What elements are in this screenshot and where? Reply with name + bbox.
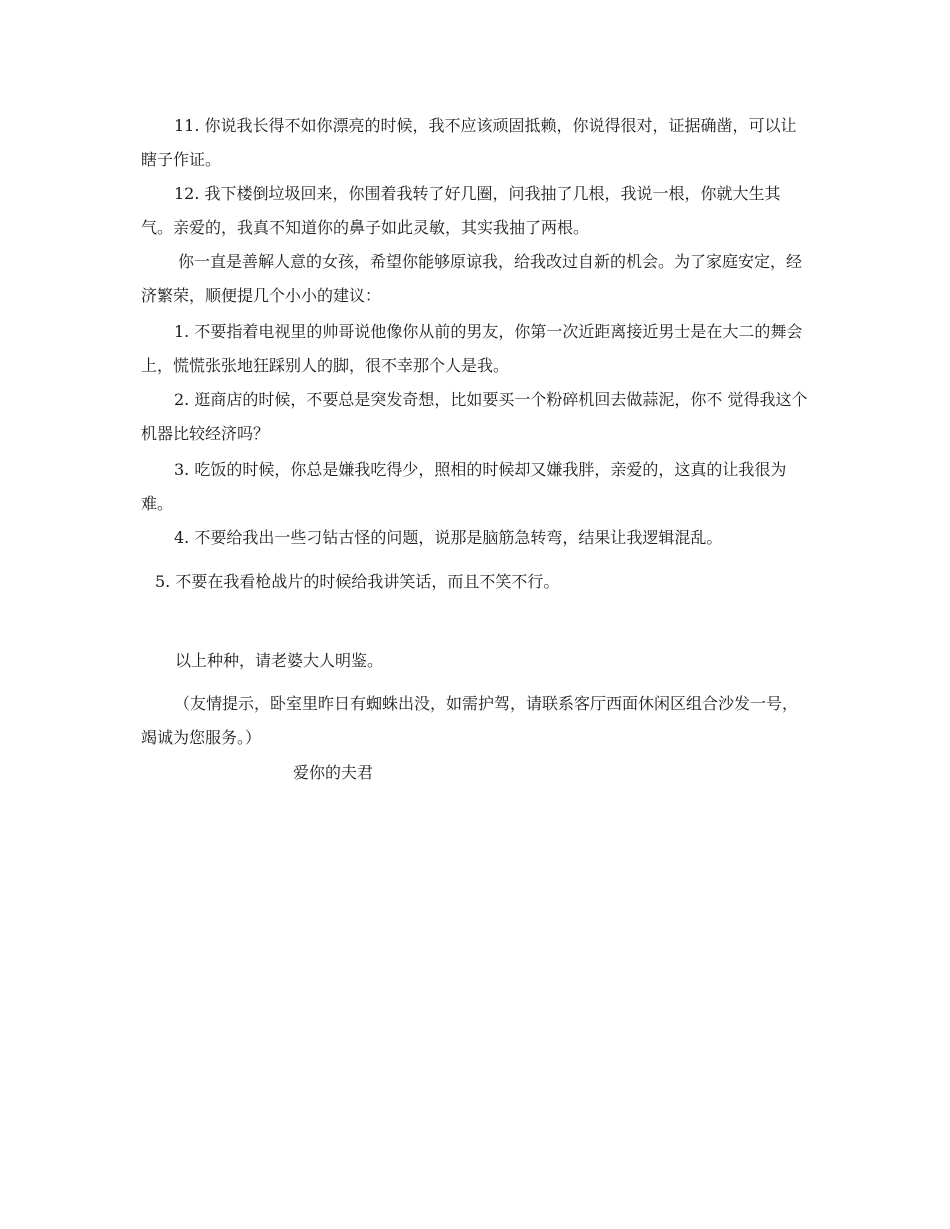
paragraph-item-11: 11. 你说我长得不如你漂亮的时候，我不应该顽固抵赖，你说得很对，证据确凿，可以让瞎子作证。 xyxy=(141,116,797,169)
paragraph-suggestion-5: 5. 不要在我看枪战片的时候给我讲笑话，而且不笑不行。 xyxy=(155,572,560,591)
paragraph-suggestion-2: 2. 逛商店的时候，不要总是突发奇想，比如要买一个粉碎机回去做蒜泥，你不 觉得我这个机器比较经济吗？ xyxy=(141,390,808,443)
paragraph-suggestion-1: 1. 不要指着电视里的帅哥说他像你从前的男友，你第一次近距离接近男士是在大二的舞会上，慌慌张张地狂踩别人的脚，很不幸那个人是我。 xyxy=(141,322,803,375)
paragraph-closing: 以上种种，请老婆大人明鉴。 xyxy=(175,651,384,670)
paragraph-friendly-tip: （友情提示，卧室里昨日有蜘蛛出没，如需护驾，请联系客厅西面休闲区组合沙发一号，竭诚为您服务。） xyxy=(141,694,799,747)
paragraph-suggestion-3: 3. 吃饭的时候，你总是嫌我吃得少，照相的时候却又嫌我胖，亲爱的，这真的让我很为难。 xyxy=(141,460,787,513)
paragraph-item-12: 12. 我下楼倒垃圾回来，你围着我转了好几圈，问我抽了几根，我说一根，你就大生其气。亲爱的，我真不知道你的鼻子如此灵敏，其实我抽了两根。 xyxy=(141,184,781,237)
paragraph-suggestion-4: 4. 不要给我出一些刁钻古怪的问题，说那是脑筋急转弯，结果让我逻辑混乱。 xyxy=(174,528,723,547)
paragraph-intro-suggestions: 你一直是善解人意的女孩，希望你能够原谅我，给我改过自新的机会。为了家庭安定，经济繁荣，顺便提几个小小的建议： xyxy=(141,252,803,305)
signature: 爱你的夫君 xyxy=(293,763,374,782)
